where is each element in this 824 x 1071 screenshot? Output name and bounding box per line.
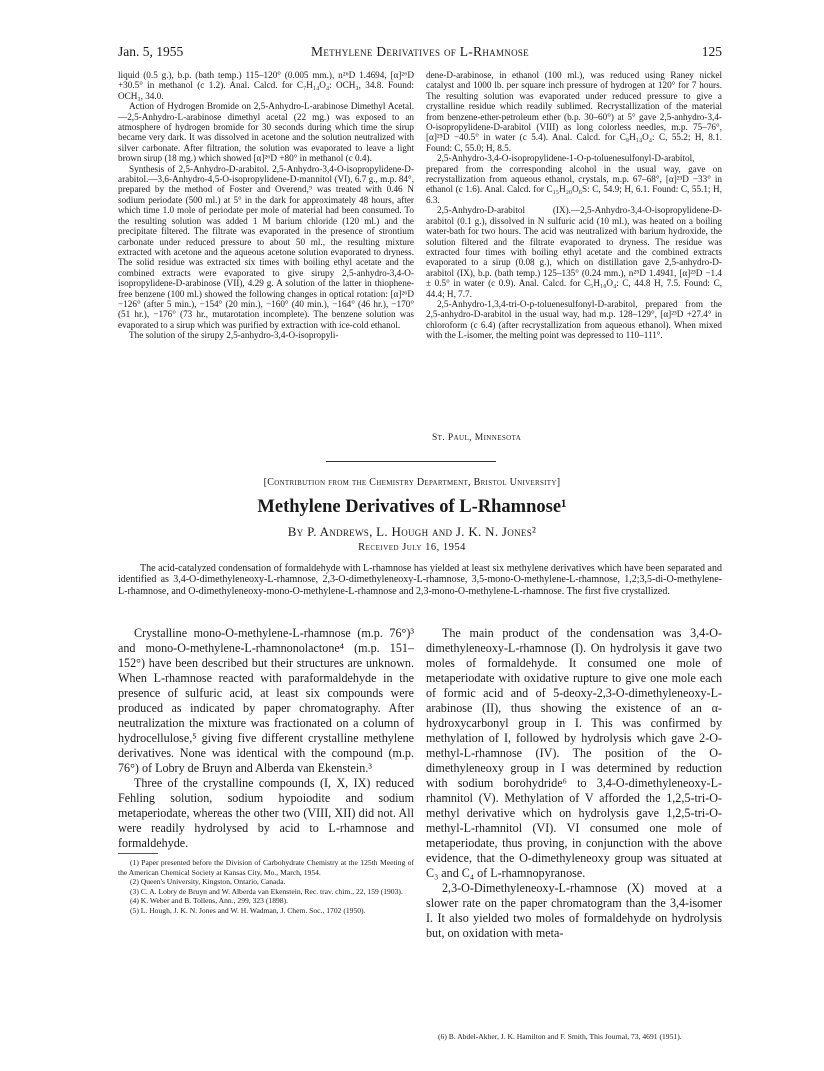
- abstract-text: The acid-catalyzed condensation of formaldehyde with L-rhamnose has yielded at least six methylene derivatives which have been separated and identified as 3,4-O-dimethyleneoxy-L-rhamnose, 2,3-O-dimethyleneoxy-L-rhamnose, 3,5-mono-O-methylene-L-rhamnose, 1,2;3,5-di-O-methylene-L-rhamnose, and O-dimethyleneoxy-mono-O-methylene-L-rhamnose and 2,3-mono-O-methylene-L-rhamnose. The first five crystallized.: [118, 563, 722, 597]
- section-divider: [326, 461, 496, 462]
- paragraph: Crystalline mono-O-methylene-L-rhamnose (m.p. 76°)³ and mono-O-methylene-L-rhamnonolactone⁴ (m.p. 151–152°) have been described but their structures are unknown. When L-rhamnose reacted with paraformaldehyde in the presence of sulfuric acid, at least six compounds were produced as indicated by paper chromatography. After neutralization the mixture was fractionated on a column of hydrocellulose,⁵ giving five different crystalline methylene derivatives. None was identical with the compound (m.p. 76°) of Lobry de Bruyn and Alberda van Ekenstein.³: [118, 626, 414, 775]
- paragraph: The main product of the condensation was 3,4-O-dimethyleneoxy-L-rhamnose (I). On hydrolysis it gave two moles of formaldehyde. It consumed one mole of metaperiodate with oxidative rupture to give one mole each of formic acid and of 5-deoxy-2,3-O-dimethyleneoxy-L-arabinose (II), thus showing the existence of an α-hydroxycarbonyl group in I. This was confirmed by methylation of I, followed by hydrolysis which gave 2-O-methyl-L-rhamnose (IV). The position of the O-dimethyleneoxy group in I was determined by reduction with sodium borohydride⁶ to 3,4-O-dimethyleneoxy-L-rhamnitol (V). Methylation of V afforded the 1,2,5-tri-O-methyl derivative which on hydrolysis gave 1,2,5-tri-O-methyl-L-rhamnitol (VI). VI consumed one mole of metaperiodate, thus proving, in conjunction with the above evidence, that the O-dimethyleneoxy group was situated at C₃ and C₄ of L-rhamnopyranose.: [426, 626, 722, 880]
- paragraph: Synthesis of 2,5-Anhydro-D-arabitol. 2,5-Anhydro-3,4-O-isopropylidene-D-arabitol.—3,6-Anhydro-4,5-O-isopropylidene-D-mannitol (VI), 6.7 g., m.p. 84°, prepared by the method of Foster and Overend,⁹ was treated with 0.46 N sodium periodate (500 ml.) at 5° in the dark for approximately 48 hours, after which time 1.0 mole of periodate per mole of material had been consumed. To the resulting solution was added 1 M barium chloride (120 ml.) and the precipitate filtered. The filtrate was evaporated in the presence of strontium carbonate under reduced pressure to about 50 ml., the resulting mixture extracted with acetone and the aqueous acetone solution evaporated to dryness. The solid residue was extracted six times with boiling ethyl acetate and the combined extracts were evaporated to give sirupy 2,5-anhydro-3,4-O-isopropylidene-D-arabinose (VII), 4.29 g. A solution of the latter in thiophene-free benzene (100 ml.) showed the following changes in optical rotation: [α]²⁶D −126° (after 5 min.), −154° (20 min.), −160° (40 min.), −164° (46 hr.), −170° (51 hr.), −176° (73 hr., mutarotation incomplete). The benzene solution was evaporated to a sirup which was purified by extraction with ice-cold ethanol.: [118, 163, 414, 330]
- footnote: (1) Paper presented before the Division of Carbohydrate Chemistry at the 125th Meeting of the American Chemical Society at Kansas City, Mo., March, 1954.: [118, 858, 414, 877]
- running-header: [118, 44, 722, 62]
- page-number: 125: [701, 44, 722, 59]
- received-date: Received July 16, 1954: [358, 542, 466, 553]
- paragraph: dene-D-arabinose, in ethanol (100 ml.), was reduced using Raney nickel catalyst and 1000 lb. per square inch pressure of hydrogen at 120° for 7 hours. The resulting solution was evaporated under reduced pressure to give a crystalline residue which readily sublimed. Recrystallization of the material from benzene-ether-petroleum ether (b.p. 30–60°) at 5° gave 2,5-anhydro-3,4-O-isopropylidene-D-arabitol (VIII) as long colorless needles, m.p. 75–76°, [α]²⁵D −40.5° in water (c 5.4). Anal. Calcd. for C₈H₁₄O₄: C, 55.2; H, 8.1. Found: C, 55.0; H, 8.5.: [426, 70, 722, 153]
- header-running-title: Methylene Derivatives of L-Rhamnose: [311, 44, 529, 59]
- article-title: Methylene Derivatives of L-Rhamnose¹: [257, 497, 567, 517]
- footnote-divider: [118, 853, 158, 854]
- footnote: (2) Queen's University, Kingston, Ontario, Canada.: [130, 877, 286, 887]
- footnotes-right: [426, 1032, 722, 1042]
- top-left-column: [118, 70, 414, 341]
- footnote: (4) K. Weber and B. Tollens, Ann., 299, 323 (1898).: [130, 896, 289, 906]
- paragraph: Action of Hydrogen Bromide on 2,5-Anhydro-L-arabinose Dimethyl Acetal.—2,5-Anhydro-L-arabinose dimethyl acetal (22 mg.) was exposed to an atmosphere of hydrogen bromide for 30 seconds during which time the sirup became very dark. It was dissolved in acetone and the solution neutralized with silver carbonate. After filtration, the solution was evaporated to leave a light brown sirup (18 mg.) which showed [α]²⁶D +80° in methanol (c 0.4).: [118, 101, 414, 164]
- footnote: (6) B. Abdel-Akher, J. K. Hamilton and F. Smith, This Journal, 73, 4691 (1951).: [438, 1032, 682, 1041]
- article-authors: By P. Andrews, L. Hough and J. K. N. Jones²: [287, 524, 537, 539]
- abstract: [118, 563, 722, 597]
- paragraph: 2,5-Anhydro-3,4-O-isopropylidene-1-O-p-toluenesulfonyl-D-arabitol, prepared from the corresponding alcohol in the usual way, gave on recrystallization from aqueous ethanol, crystals, m.p. 67–68°, [α]²³D −33° in ethanol (c 1.6). Anal. Calcd. for C₁₅H₂₀O₆S: C, 54.9; H, 6.1. Found: C, 55.1; H, 6.3.: [426, 153, 722, 205]
- contribution-line: [Contribution from the Chemistry Department, Bristol University]: [263, 477, 561, 488]
- signature-location: St. Paul, Minnesota: [432, 433, 522, 443]
- footnote: (3) C. A. Lobry de Bruyn and W. Alberda van Ekenstein, Rec. trav. chim., 22, 159 (1903).: [130, 886, 403, 896]
- body-left-column: [118, 626, 414, 851]
- paragraph: 2,5-Anhydro-D-arabitol (IX).—2,5-Anhydro-3,4-O-isopropylidene-D-arabitol (0.1 g.), dissolved in N sulfuric acid (10 ml.), was heated on a boiling water-bath for two hours. The acid was neutralized with barium hydroxide, the solution filtered and the filtrate evaporated to dryness. The residue was extracted four times with boiling ethyl acetate and the combined extracts evaporated to a sirup (0.08 g.), which on distillation gave 2,5-anhydro-D-arabitol (IX), b.p. (bath temp.) 125–135° (0.24 mm.), n²⁵D 1.4941, [α]²³D −1.4 ± 0.5° in water (c 0.9). Anal. Calcd. for C₅H₁₀O₄: C, 44.8 H, 7.5. Found: C, 44.4; H, 7.7.: [426, 205, 722, 299]
- paragraph: 2,3-O-Dimethyleneoxy-L-rhamnose (X) moved at a slower rate on the paper chromatogram than the 3,4-isomer I. It also yielded two moles of formaldehyde on hydrolysis but, on oxidation with meta-: [426, 881, 722, 940]
- body-right-column: [426, 626, 722, 941]
- top-right-column: [426, 70, 722, 341]
- footnotes-left: [118, 858, 414, 916]
- paragraph: 2,5-Anhydro-1,3,4-tri-O-p-toluenesulfonyl-D-arabitol, prepared from the 2,5-anhydro-D-arabitol in the usual way, had m.p. 128–129°, [α]²³D +27.4° in chloroform (c 6.4) (after recrystallization from aqueous ethanol). When mixed with the L-isomer, the melting point was depressed to 110–111°.: [426, 298, 722, 341]
- paragraph: The solution of the sirupy 2,5-anhydro-3,4-O-isopropyli-: [129, 330, 339, 341]
- paragraph: liquid (0.5 g.), b.p. (bath temp.) 115–120° (0.005 mm.), n²⁶D 1.4694, [α]²⁶D +30.5° in methanol (c 1.2). Anal. Calcd. for C₇H₁₄O₄: OCH₃, 34.8. Found: OCH₃, 34.0.: [118, 70, 414, 101]
- paragraph: Three of the crystalline compounds (I, X, IX) reduced Fehling solution, sodium hypoiodite and sodium metaperiodate, whereas the other two (VIII, XII) did not. All were readily hydrolysed by acid to L-rhamnose and formaldehyde.: [118, 776, 414, 850]
- footnote: (5) L. Hough, J. K. N. Jones and W. H. Wadman, J. Chem. Soc., 1702 (1950).: [130, 905, 366, 915]
- header-date: Jan. 5, 1955: [118, 44, 184, 59]
